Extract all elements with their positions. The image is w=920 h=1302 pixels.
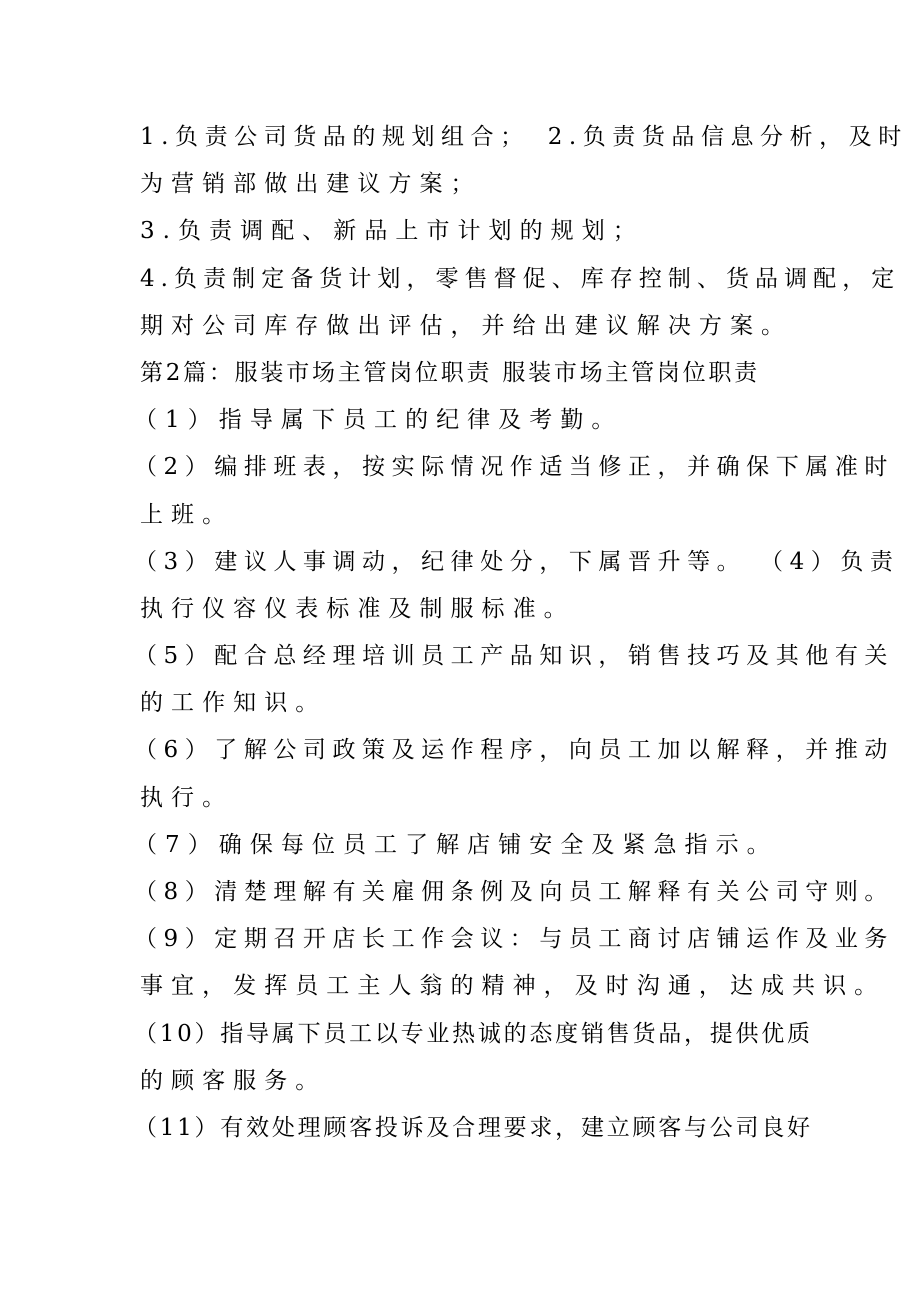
text-line: 的工作知识。	[140, 690, 327, 717]
text-line: 执行。	[140, 784, 234, 811]
section-heading: 第2篇：服装市场主管岗位职责 服装市场主管岗位职责	[140, 359, 760, 386]
text-line: （9）定期召开店长工作会议：与员工商讨店铺运作及业务	[134, 926, 894, 953]
text-line: 上班。	[140, 501, 234, 528]
text-line: （1）指导属下员工的纪律及考勤。	[134, 407, 623, 434]
text-line: 4.负责制定备货计划，零售督促、库存控制、货品调配，定	[140, 265, 901, 292]
text-line: 3.负责调配、新品上市计划的规划；	[140, 218, 644, 245]
text-line: （2）编排班表，按实际情况作适当修正，并确保下属准时	[134, 454, 894, 481]
text-line: （7）确保每位员工了解店铺安全及紧急指示。	[134, 831, 778, 858]
text-line: （8）清楚理解有关雇佣条例及向员工解释有关公司守则。	[134, 879, 894, 905]
text-line: （6）了解公司政策及运作程序，向员工加以解释，并推动	[134, 737, 894, 764]
text-line: （5）配合总经理培训员工产品知识，销售技巧及其他有关	[134, 643, 894, 670]
document-body	[134, 114, 908, 1152]
text-line: 事宜，发挥员工主人翁的精神，及时沟通，达成共识。	[140, 973, 886, 1000]
text-line: 1.负责公司货品的规划组合； 2.负责货品信息分析，及时	[140, 124, 908, 150]
text-line: （3）建议人事调动，纪律处分，下属晋升等。 （4）负责	[134, 548, 900, 575]
text-line: 的顾客服务。	[140, 1067, 327, 1094]
text-line: 执行仪容仪表标准及制服标准。	[140, 595, 575, 622]
text-line: （11）有效处理顾客投诉及合理要求，建立顾客与公司良好	[134, 1114, 813, 1141]
text-line: （10）指导属下员工以专业热诚的态度销售货品，提供优质	[134, 1020, 813, 1047]
text-line: 期对公司库存做出评估，并给出建议解决方案。	[140, 312, 793, 339]
text-line: 为营销部做出建议方案；	[140, 171, 482, 198]
